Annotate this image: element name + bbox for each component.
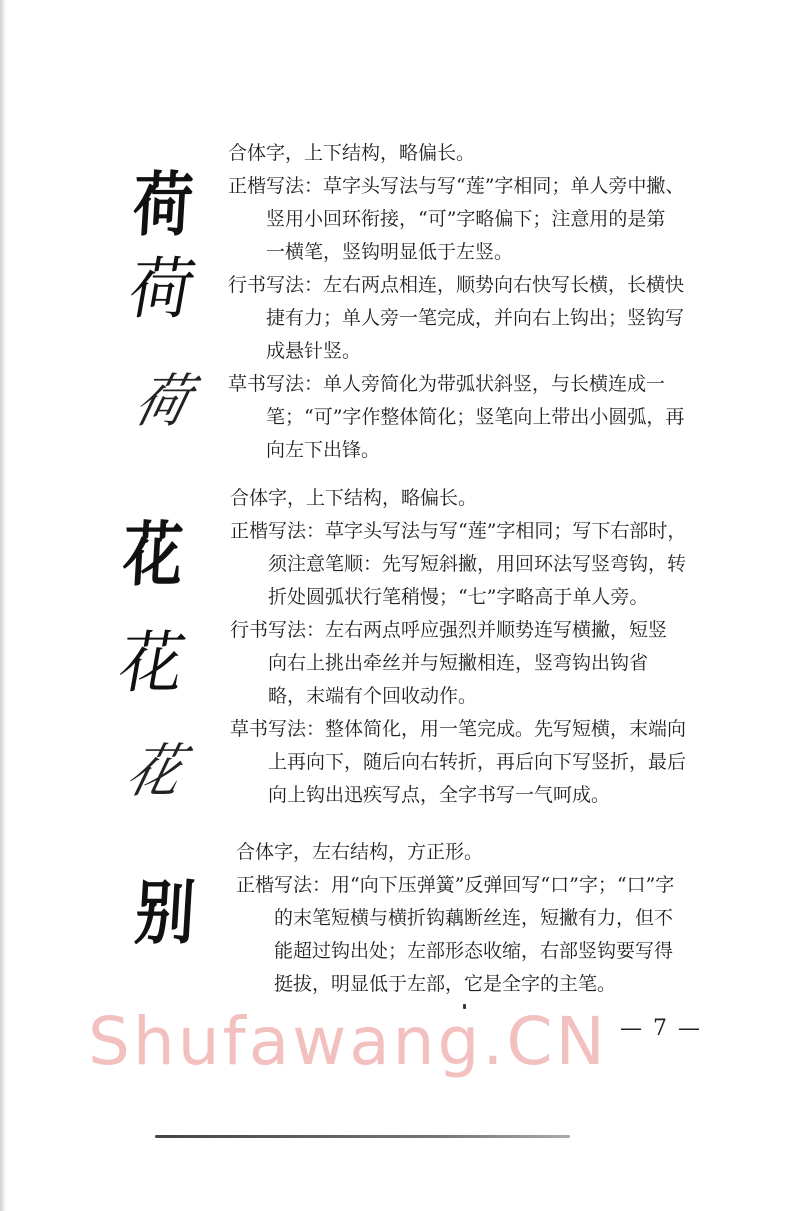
entry-bie-line-4: 能超过钩出处；左部形态收缩，右部竖钩要写得 — [274, 940, 674, 962]
scan-edge-shadow — [0, 0, 6, 1211]
calligraphy-hua-xingshu: 花 — [113, 625, 189, 703]
entry-he-line-7: 成悬针竖。 — [266, 340, 362, 362]
entry-hua-line-10: 向上钩出迅疾写点，全字书写一气呵成。 — [268, 784, 611, 806]
entry-bie-line-2: 正楷写法：用“向下压弹簧”反弹回写“口”字；“口”字 — [236, 874, 675, 896]
entry-hua-description — [230, 482, 686, 812]
watermark: Shufawang.CN — [88, 1003, 608, 1080]
entry-hua-line-7: 略，末端有个回收动作。 — [268, 685, 478, 707]
footer-rule — [155, 1135, 570, 1138]
entry-bie-line-3: 的末笔短横与横折钩藕断丝连，短撇有力，但不 — [274, 907, 674, 929]
entry-hua-line-9: 上再向下，随后向右转折，再后向下写竖折，最后 — [268, 751, 687, 773]
entry-bie-line-1: 合体字，左右结构，方正形。 — [236, 841, 484, 863]
calligraphy-he-caoshu: 荷 — [128, 367, 198, 435]
entry-he-line-1: 合体字，上下结构，略偏长。 — [228, 142, 476, 164]
calligraphy-he-xingshu: 荷 — [123, 251, 199, 329]
entry-hua-line-2: 正楷写法：草字头写法与写“莲”字相同；写下右部时， — [230, 520, 687, 542]
entry-hua-line-3: 须注意笔顺：先写短斜撇，用回环法写竖弯钩，转 — [268, 553, 687, 575]
entry-bie-line-5: 挺拔，明显低于左部，它是全字的主笔。 — [274, 973, 617, 995]
entry-he-line-5: 行书写法：左右两点相连，顺势向右快写长横，长横快 — [228, 274, 685, 296]
entry-hua-line-6: 向右上挑出牵丝并与短撇相连，竖弯钩出钩省 — [268, 652, 649, 674]
calligraphy-he-kaishu: 荷 — [130, 163, 196, 246]
entry-he-line-8: 草书写法：单人旁简化为带弧状斜竖，与长横连成一 — [228, 373, 666, 395]
entry-he-line-4: 一横笔，竖钩明显低于左竖。 — [266, 241, 514, 263]
entry-he-description — [228, 137, 684, 467]
entry-he-line-9: 笔；“可”字作整体简化；竖笔向上带出小圆弧，再 — [266, 406, 685, 428]
entry-hua-line-1: 合体字，上下结构，略偏长。 — [230, 487, 478, 509]
entry-hua-line-5: 行书写法：左右两点呼应强烈并顺势连写横撇，短竖 — [230, 619, 668, 641]
calligraphy-hua-kaishu: 花 — [120, 513, 186, 596]
entry-he-line-3: 竖用小回环衔接，“可”字略偏下；注意用的是第 — [266, 208, 666, 230]
calligraphy-bie-kaishu: 别 — [132, 871, 198, 954]
calligraphy-hua-caoshu: 花 — [120, 737, 190, 805]
page-number: — 7 — — [620, 1016, 702, 1041]
entry-he-line-2: 正楷写法：草字头写法与写“莲”字相同；单人旁中撇、 — [228, 175, 685, 197]
entry-hua-line-4: 折处圆弧状行笔稍慢；“七”字略高于单人旁。 — [268, 586, 649, 608]
entry-he-line-10: 向左下出锋。 — [266, 439, 381, 461]
entry-hua-line-8: 草书写法：整体简化，用一笔完成。先写短横，末端向 — [230, 718, 687, 740]
entry-he-line-6: 捷有力；单人旁一笔完成，并向右上钩出；竖钩写 — [266, 307, 685, 329]
entry-bie-description — [236, 836, 674, 1001]
